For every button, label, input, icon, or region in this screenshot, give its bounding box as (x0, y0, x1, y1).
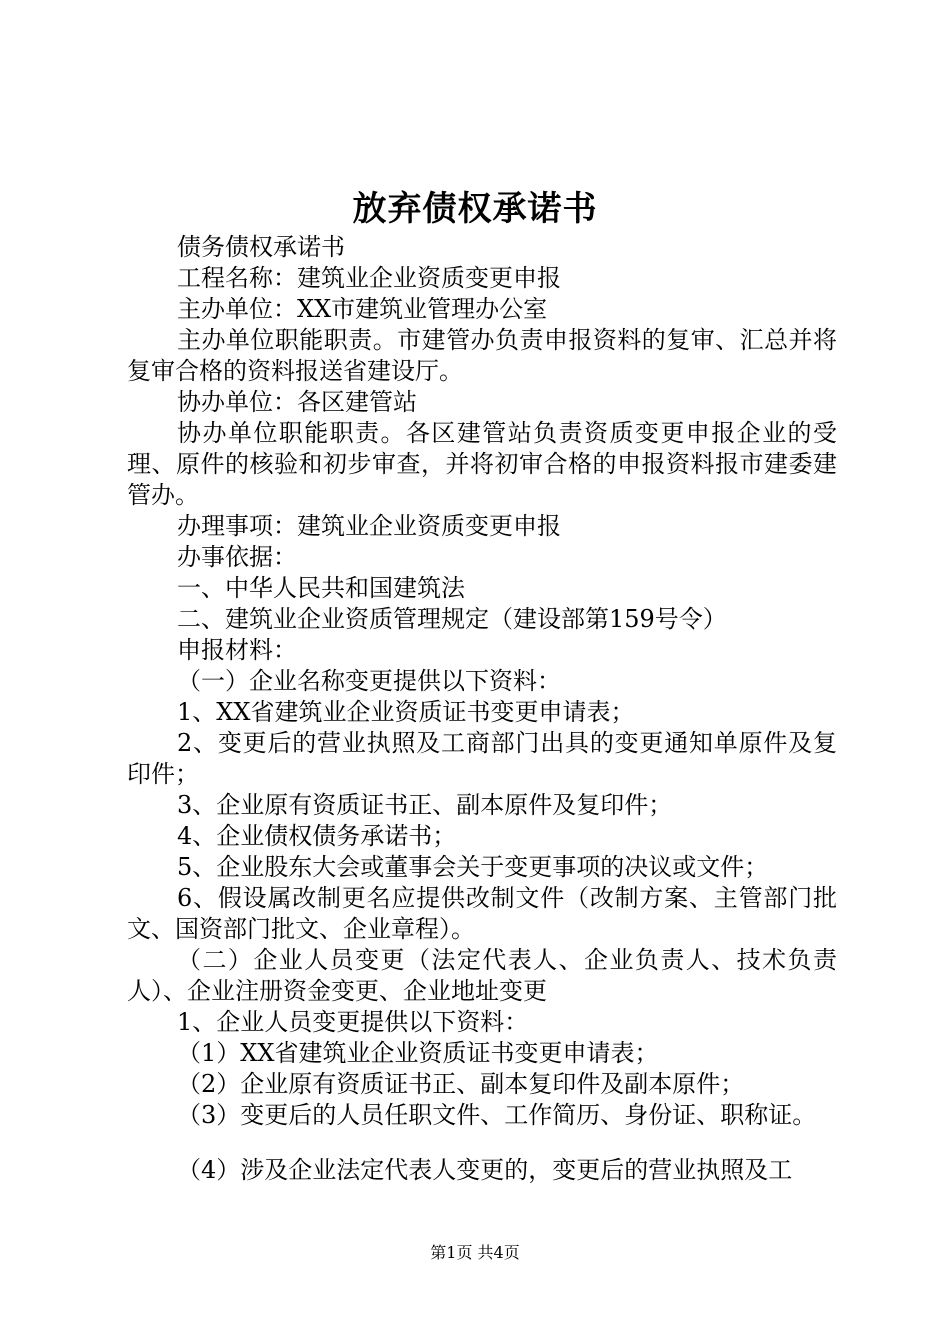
paragraph: 4、企业债权债务承诺书； (177, 822, 457, 850)
paragraph: 1、企业人员变更提供以下资料： (177, 1008, 529, 1036)
paragraph: 3、企业原有资质证书正、副本原件及复印件； (177, 791, 673, 819)
paragraph: 工程名称：建筑业企业资质变更申报 (177, 264, 561, 292)
paragraph: （4）涉及企业法定代表人变更的，变更后的营业执照及工 (177, 1156, 793, 1184)
document-title: 放弃债权承诺书 (352, 189, 598, 229)
paragraph: 1、XX省建筑业企业资质证书变更申请表； (177, 698, 635, 726)
paragraph: 申报材料： (177, 636, 297, 664)
paragraph: 一、中华人民共和国建筑法 (177, 574, 465, 602)
paragraph: 6、假设属改制更名应提供改制文件（改制方案、主管部门批文、国资部门批文、企业章程）。 (127, 884, 837, 943)
paragraph: 债务债权承诺书 (177, 233, 345, 261)
paragraph: 办事依据： (177, 543, 297, 571)
paragraph: 2、变更后的营业执照及工商部门出具的变更通知单原件及复印件； (127, 729, 837, 788)
paragraph: 二、建筑业企业资质管理规定（建设部第159号令） (177, 605, 727, 633)
paragraph: 协办单位职能职责。各区建管站负责资质变更申报企业的受理、原件的核验和初步审查，并将初审合格的申报资料报市建委建管办。 (127, 419, 837, 509)
paragraph: 主办单位职能职责。市建管办负责申报资料的复审、汇总并将复审合格的资料报送省建设厅。 (127, 326, 837, 385)
page-footer: 第1页 共4页 (430, 1243, 520, 1262)
paragraph: （2）企业原有资质证书正、副本复印件及副本原件； (177, 1070, 745, 1098)
document-body (127, 232, 837, 1186)
paragraph: （3）变更后的人员任职文件、工作简历、身份证、职称证。 (177, 1101, 817, 1129)
paragraph: （1）XX省建筑业企业资质证书变更申请表； (177, 1039, 659, 1067)
paragraph: 5、企业股东大会或董事会关于变更事项的决议或文件； (177, 853, 769, 881)
paragraph: （二）企业人员变更（法定代表人、企业负责人、技术负责人）、企业注册资金变更、企业地址变更 (127, 946, 837, 1005)
paragraph: 协办单位：各区建管站 (177, 388, 417, 416)
paragraph: 主办单位：XX市建筑业管理办公室 (177, 295, 548, 323)
paragraph: 办理事项：建筑业企业资质变更申报 (177, 512, 561, 540)
paragraph: （一）企业名称变更提供以下资料： (177, 667, 561, 695)
